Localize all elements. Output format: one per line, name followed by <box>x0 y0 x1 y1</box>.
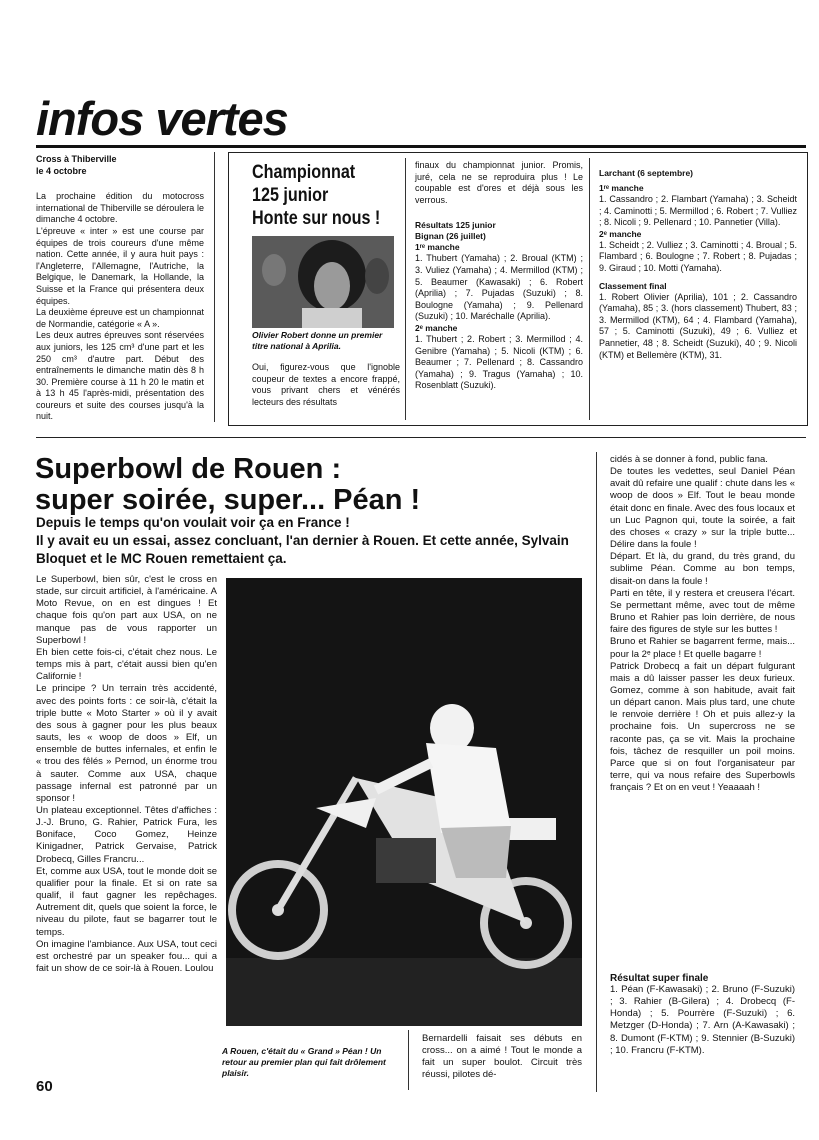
thiberville-para-1: La prochaine édition du motocross international de Thiberville se déroulera le dimanche 4 octobre. <box>36 191 204 225</box>
article-left-para-3: Le principe ? Un terrain très accidenté, avec des points forts : ce soir-là, c'était la triple butte « Moto Starter » où il y avait des sous à gagner pour les plus beaux sauts, les « woop de doos » Elf, un ensemble de buttes infernales, et enfin le « trou des fêlés » Pernod, un énorme trou à sauter. Comme aux USA, chaque passage infernal est patronné par un sponsor ! <box>36 683 217 804</box>
super-finale-list: 1. Péan (F-Kawasaki) ; 2. Bruno (F-Suzuki) ; 3. Rahier (B-Gilera) ; 4. Drobecq (F-Honda) ; 5. Pourrère (F-Suzuki) ; 6. Metzger (D-Honda) ; 7. Arn (A-Kawasaki) ; 8. Dumont (F-KTM) ; 9. Stennier (B-Suzuki) ; 10. Francru (F-KTM). <box>610 984 795 1056</box>
classement-final-title: Classement final <box>599 280 667 291</box>
article-right-para-4: Parti en tête, il y restera et creusera l'écart. Se permettant même, avec tout de même Bruno et Rahier pas loin derrière, de nous faire des figures de style sur les buttes ! <box>610 587 795 636</box>
article-left-column <box>36 574 217 975</box>
classement-final-results: 1. Robert Olivier (Aprilia), 101 ; 2. Cassandro (Yamaha), 85 ; 3. (hors classement) Thubert, 83 ; 3. Mermillod (KTM), 64 ; 4. Flambard (Yamaha), 57 ; 5. Caminotti (Suzuki), 49 ; 6. Vulliez et Pannetier, 48 ; 8. Scheidt (Suzuki), 40 ; 9. Nicoli (KTM) et Bellemère (KTM), 31. <box>599 291 797 360</box>
motocross-rider-illustration <box>226 578 582 1026</box>
bignan-manche2-label: 2ᵉ manche <box>415 322 458 333</box>
bignan-manche2-results: 1. Thubert ; 2. Robert ; 3. Mermillod ; 4. Genibre (Yamaha) ; 5. Nicoli (KTM) ; 6. Beaumer ; 7. Pellenard ; 8. Cassandro (Yamaha) ; 9. Tragus (Yamaha) ; 10. Rosenblatt (Suzuki). <box>415 333 583 391</box>
super-finale-results <box>610 973 795 1057</box>
championnat-title-line1: Championnat <box>252 162 356 183</box>
thiberville-column <box>36 154 204 423</box>
thiberville-para-4: Les deux autres épreuves sont réservées aux juniors, les 125 cm³ d'une part et les 250 cm³ d'autre part. Début des entraînements le dimanche matin dès 8 h 30. Première course à 11 h 20 le matin et à 13 h 45 l'après-midi, présentation des coureurs et suite des courses jusqu'à la nuit. <box>36 330 204 422</box>
article-title-line2: super soirée, super... Péan ! <box>35 484 421 516</box>
larchant-manche1-label: 1ʳᵉ manche <box>599 183 644 193</box>
article-mid-bottom-para: Bernardelli faisait ses débuts en cross... on a aimé ! Tout le monde a fait un super boulot. Circuit très réussi, pilotes dé- <box>422 1033 582 1080</box>
article-left-para-5: Et, comme aux USA, tout le monde doit se qualifier pour la finale. Et si on rate sa qualif, il faut gagner les repêchages. Autrement dit, quels que soient la force, le niveau du pilote, faut se bagarrer tout le temps. <box>36 865 217 938</box>
championnat-title-line3: Honte sur nous ! <box>252 208 381 229</box>
championnat-title-line2: 125 junior <box>252 185 329 206</box>
article-right-para-6: Patrick Drobecq a fait un départ fulgurant mais a dû laisser passer les deux furieux. Gomez, comme à son habitude, avait fait un départ canon. Mais plus tard, une chute le renvoie derrière ! Oh et puis allez-y la prochaine fois. Un supercross ne se raconte pas, ça se vit. Mais la prochaine fois, tâchez de resquiller un poil moins. Parce que si on fout l'organisateur par terre, qui va nous refaire des Superbowls français ? Et on en veut ! Yeaaaah ! <box>610 660 795 794</box>
box-intro-para: Oui, figurez-vous que l'ignoble coupeur de textes a encore frappé, vous privant chers et vénérés lecteurs des résultats <box>252 362 400 407</box>
box-results-column <box>415 160 583 392</box>
box-divider-1 <box>405 158 406 420</box>
article-intro-line1: Depuis le temps qu'on voulait voir ça en France ! <box>36 515 350 530</box>
box-intro-text <box>252 362 400 408</box>
pean-motocross-photo <box>226 578 582 1026</box>
bignan-manche1-results: 1. Thubert (Yamaha) ; 2. Broual (KTM) ; 3. Vuliez (Yamaha) ; 4. Mermillod (KTM) ; 5. Beaumer (Kawasaki) ; 6. Robert (Aprilia) ; 7. Pujadas (Suzuki) ; 8. Boulogne (Yamaha) ; 9. Pellenard (Suzuki) ; 10. Maréchalle (Aprilia). <box>415 253 583 322</box>
larchant-manche2-label: 2ᵉ manche <box>599 228 642 239</box>
page-number: 60 <box>36 1078 53 1095</box>
article-title-line1: Superbowl de Rouen : <box>35 453 342 485</box>
article-intro-rest: Il y avait eu un essai, assez concluant, l'an dernier à Rouen. Et cette année, Sylvain Bloquet et le MC Rouen remettaient ça. <box>36 533 569 566</box>
box-continued-text: finaux du championnat junior. Promis, juré, cela ne se reproduira plus ! Le coupable est d'ores et déjà sous les verrous. <box>415 160 583 205</box>
thiberville-para-3: La deuxième épreuve est un championnat de Normandie, catégorie « A ». <box>36 307 204 329</box>
main-photo-caption: A Rouen, c'était du « Grand » Péan ! Un retour au premier plan qui fait drôlement plaisir. <box>222 1046 386 1078</box>
article-left-para-1: Le Superbowl, bien sûr, c'est le cross en stade, sur circuit artificiel, à l'américaine. A Moto Revue, on en est dingues ! Et chaque fois qu'on part aux USA, on ne manque pas de vous rapporter un Superbowl ! <box>36 574 217 646</box>
article-mid-bottom <box>422 1033 582 1081</box>
bignan-manche1-label: 1ʳᵉ manche <box>415 242 460 253</box>
article-right-para-5: Bruno et Rahier se bagarrent ferme, mais... pour la 2ᵉ place ! Et quelle bagarre ! <box>610 636 795 660</box>
larchant-column <box>599 168 797 361</box>
caption-divider <box>408 1030 409 1090</box>
thiberville-heading-line1: Cross à Thiberville <box>36 154 117 164</box>
article-right-para-2: De toutes les vedettes, seul Daniel Péan avait dû refaire une qualif : chute dans les « woop de doos » Elf. Tout le beau monde était donc en finale. Avec des fous locaux et un Luc Pagnon qui, toute la soirée, a fait des choses « crazy » sur la triple butte... Délire dans la foule ! <box>610 466 795 551</box>
thiberville-heading-line2: le 4 octobre <box>36 165 87 176</box>
thiberville-para-2: L'épreuve « inter » est une course par équipes de trois coureurs d'une même nation. Cette année, il y aura huit pays : l'Angleterre, l'Allemagne, l'Autriche, la Belgique, le Danemark, la Hollande, la Suisse et la France qui présentera deux équipes. <box>36 225 204 306</box>
section-rule <box>36 437 806 438</box>
article-title <box>35 454 420 516</box>
article-right-column <box>610 454 795 794</box>
larchant-manche2-results: 1. Scheidt ; 2. Vulliez ; 3. Caminotti ; 4. Broual ; 5. Flambard ; 6. Boulogne ; 7. Robert ; 8. Pujadas ; 9. Giraud ; 10. Motti (Yamaha). <box>599 239 797 273</box>
olivier-robert-photo <box>252 236 394 328</box>
larchant-title: Larchant (6 septembre) <box>599 168 693 178</box>
column-divider <box>214 152 215 422</box>
results-125-title: Résultats 125 junior <box>415 220 496 231</box>
article-left-para-4: Un plateau exceptionnel. Têtes d'affiches : J.-J. Bruno, G. Rahier, Patrick Fura, les Boniface, Coco Gomez, Heinze Kinigadner, Patrick Gervaise, Patrick Drobecq, Gilles Francru... <box>36 804 217 865</box>
article-intro <box>36 514 576 568</box>
article-right-para-3: Départ. Et là, du grand, du très grand, du sublime Péan. Comme au bon temps, disait-on dans la foule ! <box>610 551 795 587</box>
box-divider-2 <box>589 158 590 420</box>
super-finale-title: Résultat super finale <box>610 973 709 984</box>
rider-portrait-illustration <box>252 236 394 328</box>
masthead-title: infos vertes <box>36 92 288 145</box>
article-left-para-6: On imagine l'ambiance. Aux USA, tout ceci est orchestré par un speaker fou... qui a fait un show de ce soir-là à Rouen. Loulou <box>36 938 217 974</box>
article-right-divider <box>596 452 597 1092</box>
larchant-manche1-results: 1. Cassandro ; 2. Flambart (Yamaha) ; 3. Scheidt ; 4. Caminotti ; 5. Mermillod ; 6. Robert ; 7. Vulliez ; 8. Nicoli ; 9. Pellenard ; 10. Pannetier (Villa). <box>599 194 797 228</box>
championnat-title <box>252 161 412 230</box>
bignan-title: Bignan (26 juillet) <box>415 231 486 242</box>
photo-caption-small: Olivier Robert donne un premier titre national à Aprilia. <box>252 330 383 351</box>
masthead-rule <box>36 145 806 148</box>
article-left-para-2: Eh bien cette fois-ci, c'était chez nous. Le temps mis à part, c'était aussi bien qu'en Californie ! <box>36 646 217 683</box>
article-right-para-1: cidés à se donner à fond, public fana. <box>610 454 768 465</box>
